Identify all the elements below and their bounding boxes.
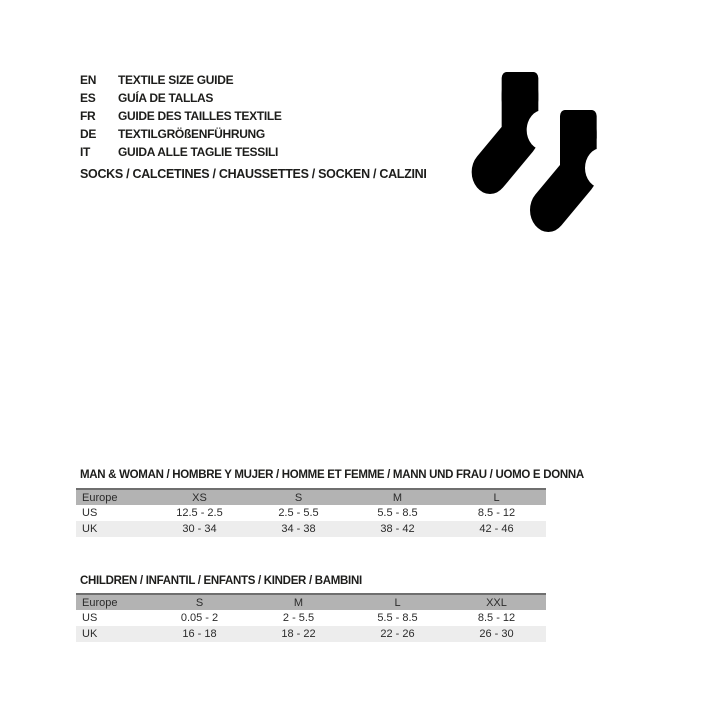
language-code: IT — [80, 145, 91, 159]
column-header: Europe — [76, 594, 150, 610]
language-code: DE — [80, 127, 97, 141]
region-cell: UK — [82, 523, 98, 535]
language-code: EN — [80, 73, 97, 87]
sock-left — [490, 72, 560, 172]
size-table — [76, 593, 546, 642]
language-code: FR — [80, 109, 96, 123]
region-cell: US — [82, 507, 98, 519]
category-title: SOCKS / CALCETINES / CHAUSSETTES / SOCKEN / CALZINI — [80, 167, 427, 181]
language-code: ES — [80, 91, 96, 105]
language-row-es — [80, 89, 282, 107]
table-title: CHILDREN / INFANTIL / ENFANTS / KINDER / BAMBINI — [80, 575, 362, 587]
size-cell: 12.5 - 2.5 — [176, 507, 223, 519]
size-cell: 8.5 - 12 — [477, 612, 516, 624]
column-header: XXL — [447, 594, 546, 610]
language-row-de — [80, 125, 282, 143]
size-table — [76, 488, 546, 537]
table-row — [76, 521, 546, 537]
size-cell: 30 - 34 — [182, 523, 217, 535]
language-list — [80, 71, 282, 161]
size-cell: 18 - 22 — [281, 628, 316, 640]
size-table-man-woman — [76, 469, 584, 537]
column-header: Europe — [76, 489, 150, 505]
column-header: S — [249, 489, 348, 505]
size-cell: 5.5 - 8.5 — [377, 507, 418, 519]
language-row-fr — [80, 107, 282, 125]
table-title: MAN & WOMAN / HOMBRE Y MUJER / HOMME ET FEMME / MANN UND FRAU / UOMO E DONNA — [80, 469, 584, 481]
column-header: M — [249, 594, 348, 610]
table-row — [76, 505, 546, 521]
language-label: GUIDE DES TAILLES TEXTILE — [118, 109, 282, 123]
size-cell: 26 - 30 — [479, 628, 514, 640]
size-cell: 34 - 38 — [281, 523, 316, 535]
language-label: GUIDA ALLE TAGLIE TESSILI — [118, 145, 279, 159]
column-header: S — [150, 594, 249, 610]
column-header: XS — [150, 489, 249, 505]
size-cell: 22 - 26 — [380, 628, 415, 640]
table-row — [76, 610, 546, 626]
region-cell: US — [82, 612, 98, 624]
size-cell: 16 - 18 — [182, 628, 217, 640]
size-cell: 42 - 46 — [479, 523, 514, 535]
language-row-en — [80, 71, 282, 89]
size-cell: 2 - 5.5 — [282, 612, 315, 624]
language-row-it — [80, 143, 282, 161]
size-cell: 38 - 42 — [380, 523, 415, 535]
language-label: GUÍA DE TALLAS — [118, 91, 214, 105]
size-cell: 2.5 - 5.5 — [278, 507, 319, 519]
column-header: L — [447, 489, 546, 505]
table-header-row — [76, 489, 546, 505]
language-label: TEXTILE SIZE GUIDE — [118, 73, 234, 87]
size-cell: 0.05 - 2 — [180, 612, 219, 624]
column-header: M — [348, 489, 447, 505]
table-row — [76, 626, 546, 642]
size-table-children — [76, 575, 546, 642]
size-cell: 8.5 - 12 — [477, 507, 516, 519]
region-cell: UK — [82, 628, 98, 640]
table-header-row — [76, 594, 546, 610]
size-cell: 5.5 - 8.5 — [377, 612, 418, 624]
socks-icon — [470, 72, 620, 234]
language-label: TEXTILGRÖßENFÜHRUNG — [118, 127, 265, 141]
column-header: L — [348, 594, 447, 610]
